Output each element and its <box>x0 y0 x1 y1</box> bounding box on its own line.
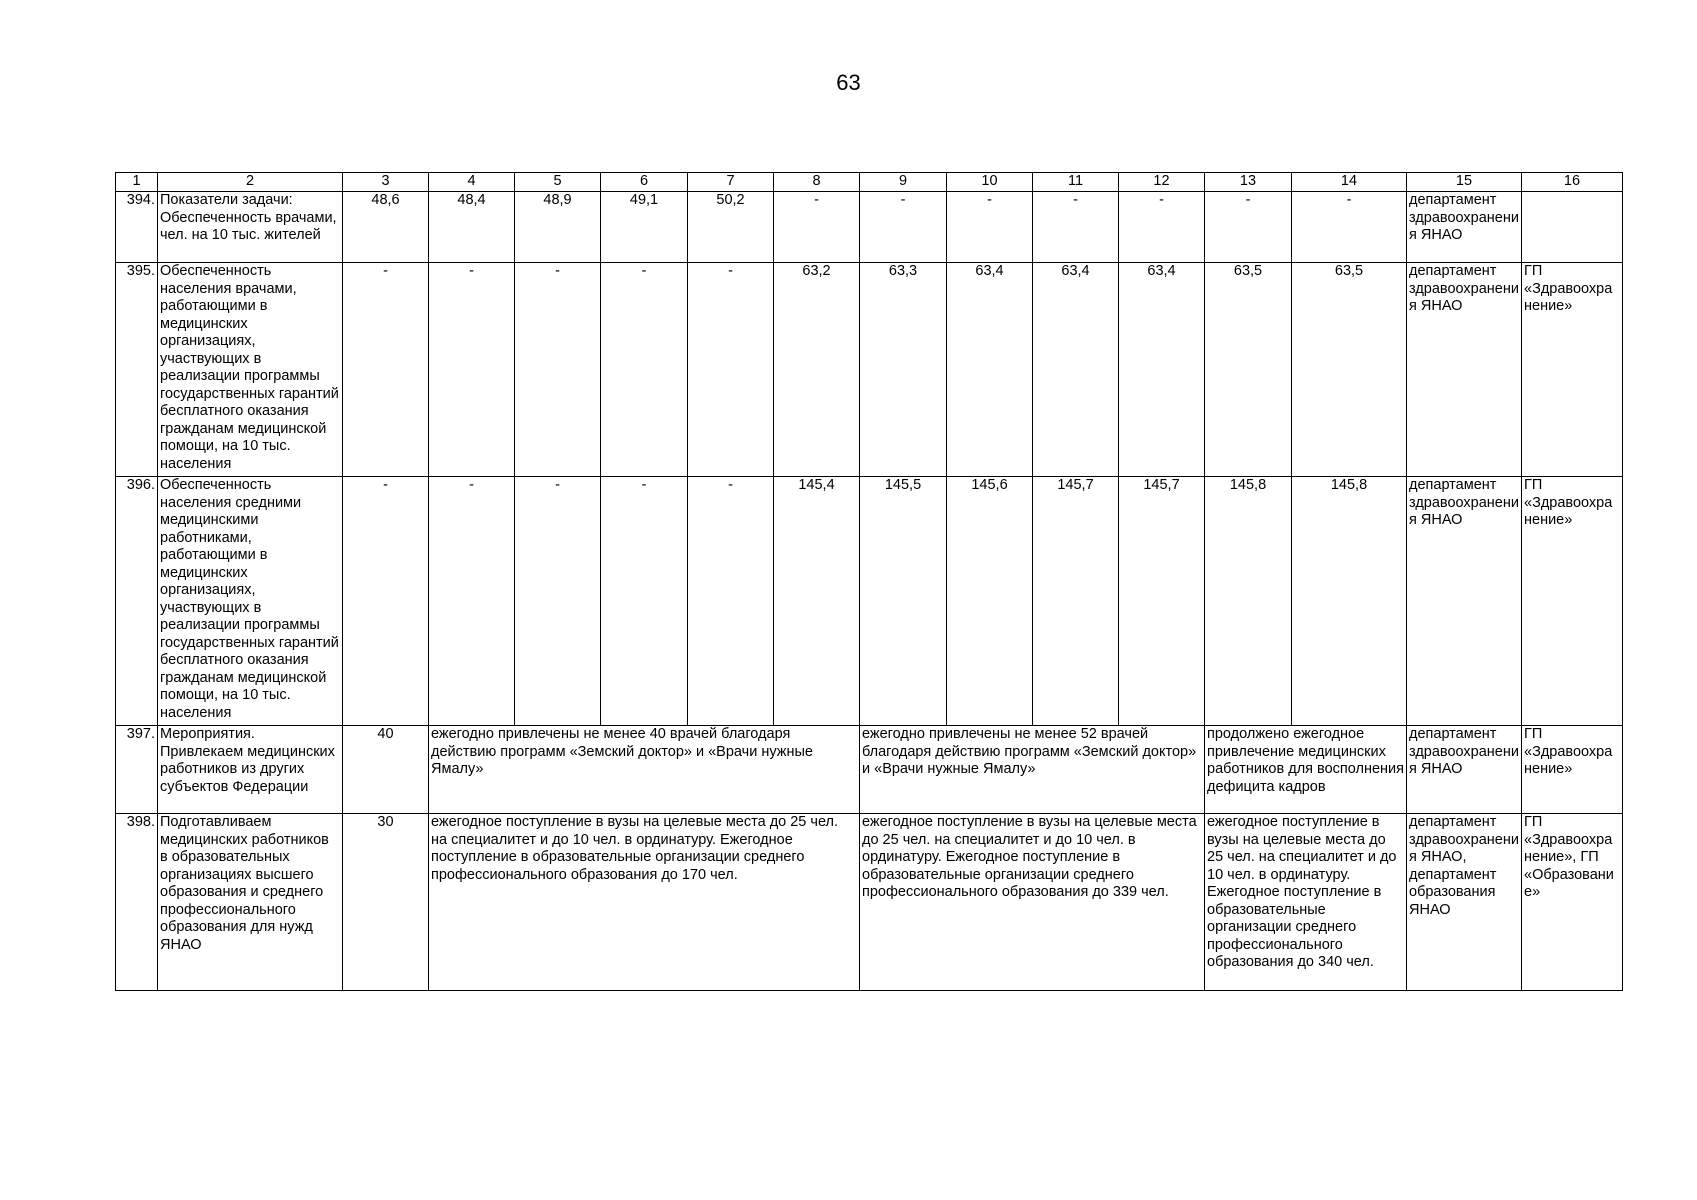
value-cell: 49,1 <box>601 192 688 263</box>
column-header: 2 <box>158 173 343 192</box>
value-cell: - <box>688 263 774 477</box>
column-header: 16 <box>1522 173 1623 192</box>
indicator-name: Подготавливаем медицинских работников в образовательных организациях высшего образования и среднего профессионального образования для нужд ЯНАО <box>158 814 343 991</box>
value-cell: - <box>1033 192 1119 263</box>
value-cell: 48,9 <box>515 192 601 263</box>
value-cell: - <box>515 477 601 726</box>
value-cell: 145,4 <box>774 477 860 726</box>
value-cell: 63,5 <box>1292 263 1407 477</box>
target-text-cell: продолжено ежегодное привлечение медицинских работников для восполнения дефицита кадров <box>1205 726 1407 814</box>
value-cell: 40 <box>343 726 429 814</box>
column-header: 10 <box>947 173 1033 192</box>
target-text-cell: ежегодное поступление в вузы на целевые места до 25 чел. на специалитет и до 10 чел. в ординатуру. Ежегодное поступление в образовательные организации среднего профессионального образования до 170 чел. <box>429 814 860 991</box>
value-cell: 145,7 <box>1119 477 1205 726</box>
value-cell: 30 <box>343 814 429 991</box>
page-number: 63 <box>836 70 861 95</box>
program-cell: ГП «Здравоохранение», ГП «Образование» <box>1522 814 1623 991</box>
value-cell: - <box>429 263 515 477</box>
column-header: 3 <box>343 173 429 192</box>
row-number: 398. <box>116 814 158 991</box>
column-header: 9 <box>860 173 947 192</box>
value-cell: - <box>774 192 860 263</box>
value-cell: - <box>515 263 601 477</box>
value-cell: - <box>688 477 774 726</box>
column-header: 1 <box>116 173 158 192</box>
table-row <box>116 814 1623 991</box>
indicator-name: Показатели задачи: Обеспеченность врачами, чел. на 10 тыс. жителей <box>158 192 343 263</box>
value-cell: - <box>860 192 947 263</box>
value-cell: - <box>1119 192 1205 263</box>
value-cell: - <box>601 263 688 477</box>
value-cell: - <box>343 263 429 477</box>
value-cell: 145,8 <box>1292 477 1407 726</box>
target-text-cell: ежегодное поступление в вузы на целевые места до 25 чел. на специалитет и до 10 чел. в ординатуру. Ежегодное поступление в образовательные организации среднего профессионального образования до 339 чел. <box>860 814 1205 991</box>
value-cell: 145,6 <box>947 477 1033 726</box>
indicators-table <box>115 172 1623 991</box>
table-row <box>116 263 1623 477</box>
table-row <box>116 726 1623 814</box>
column-header: 11 <box>1033 173 1119 192</box>
responsible-cell: департамент здравоохранения ЯНАО <box>1407 726 1522 814</box>
program-cell: ГП «Здравоохранение» <box>1522 263 1623 477</box>
value-cell: 145,5 <box>860 477 947 726</box>
column-header: 15 <box>1407 173 1522 192</box>
value-cell: 63,4 <box>1033 263 1119 477</box>
row-number: 397. <box>116 726 158 814</box>
table-row <box>116 477 1623 726</box>
value-cell: 63,4 <box>947 263 1033 477</box>
responsible-cell: департамент здравоохранения ЯНАО <box>1407 477 1522 726</box>
program-cell <box>1522 192 1623 263</box>
header-row <box>116 173 1623 192</box>
program-cell: ГП «Здравоохранение» <box>1522 726 1623 814</box>
value-cell: 48,4 <box>429 192 515 263</box>
value-cell: - <box>343 477 429 726</box>
value-cell: 63,4 <box>1119 263 1205 477</box>
responsible-cell: департамент здравоохранения ЯНАО <box>1407 192 1522 263</box>
column-header: 14 <box>1292 173 1407 192</box>
row-number: 394. <box>116 192 158 263</box>
row-number: 395. <box>116 263 158 477</box>
value-cell: 50,2 <box>688 192 774 263</box>
column-header: 12 <box>1119 173 1205 192</box>
target-text-cell: ежегодно привлечены не менее 52 врачей благодаря действию программ «Земский доктор» и «Врачи нужные Ямалу» <box>860 726 1205 814</box>
responsible-cell: департамент здравоохранения ЯНАО <box>1407 263 1522 477</box>
column-header: 8 <box>774 173 860 192</box>
value-cell: - <box>429 477 515 726</box>
value-cell: 48,6 <box>343 192 429 263</box>
table-row <box>116 192 1623 263</box>
column-header: 6 <box>601 173 688 192</box>
indicator-name: Мероприятия. Привлекаем медицинских работников из других субъектов Федерации <box>158 726 343 814</box>
value-cell: 63,5 <box>1205 263 1292 477</box>
value-cell: 63,2 <box>774 263 860 477</box>
column-header: 7 <box>688 173 774 192</box>
value-cell: - <box>601 477 688 726</box>
column-header: 4 <box>429 173 515 192</box>
column-header: 5 <box>515 173 601 192</box>
program-cell: ГП «Здравоохранение» <box>1522 477 1623 726</box>
indicator-name: Обеспеченность населения средними медицинскими работниками, работающими в медицинских организациях, участвующих в реализации программы государственных гарантий бесплатного оказания гражданам медицинской помощи, на 10 тыс. населения <box>158 477 343 726</box>
row-number: 396. <box>116 477 158 726</box>
target-text-cell: ежегодное поступление в вузы на целевые места до 25 чел. на специалитет и до 10 чел. в ординатуру. Ежегодное поступление в образовательные организации среднего профессионального образования до 340 чел. <box>1205 814 1407 991</box>
value-cell: - <box>1205 192 1292 263</box>
value-cell: - <box>1292 192 1407 263</box>
value-cell: - <box>947 192 1033 263</box>
indicator-name: Обеспеченность населения врачами, работающими в медицинских организациях, участвующих в реализации программы государственных гарантий бесплатного оказания гражданам медицинской помощи, на 10 тыс. населения <box>158 263 343 477</box>
value-cell: 145,8 <box>1205 477 1292 726</box>
value-cell: 145,7 <box>1033 477 1119 726</box>
target-text-cell: ежегодно привлечены не менее 40 врачей благодаря действию программ «Земский доктор» и «Врачи нужные Ямалу» <box>429 726 860 814</box>
value-cell: 63,3 <box>860 263 947 477</box>
responsible-cell: департамент здравоохранения ЯНАО, департамент образования ЯНАО <box>1407 814 1522 991</box>
column-header: 13 <box>1205 173 1292 192</box>
